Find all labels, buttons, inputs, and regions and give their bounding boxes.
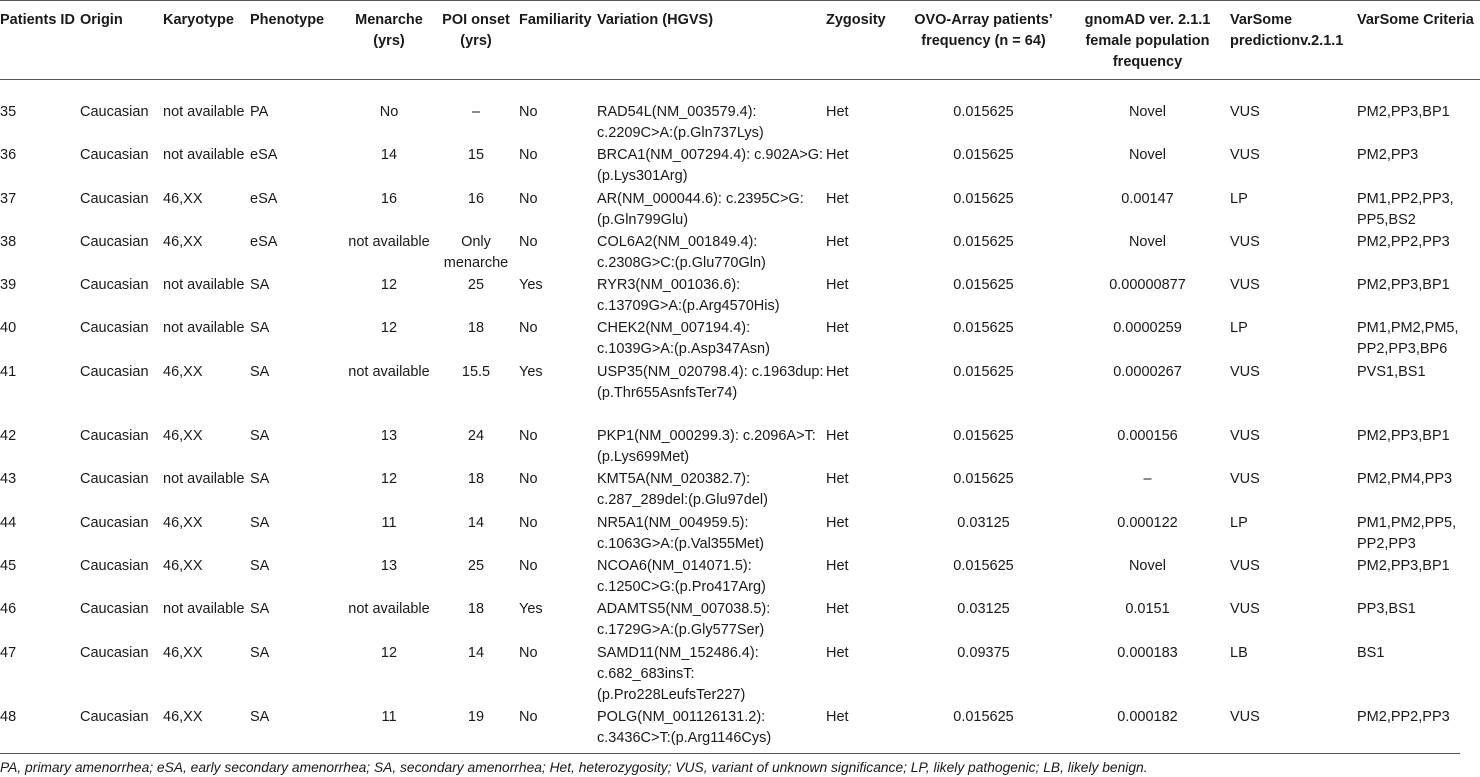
- cell-ovo-frequency: 0.015625: [953, 190, 1014, 207]
- cell-ovo-frequency: 0.015625: [953, 709, 1014, 726]
- cell-ovo-frequency: 0.03125: [957, 514, 1010, 531]
- cell-gnomad-frequency: 0.000156: [1117, 428, 1178, 445]
- cell-poi-onset: 18: [467, 320, 485, 337]
- cell-variation: PKP1(NM_000299.3): c.2096A>T:(p.Lys699Met): [597, 428, 816, 466]
- cell-zygosity: Het: [826, 514, 849, 531]
- cell-gnomad-frequency: –: [1143, 471, 1152, 488]
- cell-menarche: not available: [348, 233, 430, 250]
- cell-varsome-criteria: PM1,PM2,PM5, PP2,PP3,BP6: [1357, 320, 1459, 358]
- cell-varsome-prediction: VUS: [1230, 558, 1260, 575]
- cell-variation: AR(NM_000044.6): c.2395C>G:(p.Gln799Glu): [597, 190, 804, 228]
- cell-ovo-frequency: 0.015625: [953, 320, 1014, 337]
- table-row: [0, 80, 1480, 145]
- cell-origin: Caucasian: [80, 363, 149, 380]
- cell-varsome-prediction: LB: [1230, 644, 1248, 661]
- cell-gnomad-frequency: 0.00000877: [1109, 277, 1186, 294]
- table-row: [0, 317, 1480, 360]
- cell-varsome-criteria: PM2,PP3,BP1: [1357, 277, 1450, 294]
- cell-varsome-criteria: PM1,PM2,PP5, PP2,PP3: [1357, 514, 1457, 552]
- cell-menarche: 12: [380, 277, 398, 294]
- cell-zygosity: Het: [826, 320, 849, 337]
- cell-karyotype: not available: [163, 601, 245, 618]
- cell-ovo-frequency: 0.015625: [953, 277, 1014, 294]
- cell-variation: KMT5A(NM_020382.7): c.287_289del:(p.Glu97del): [597, 471, 768, 509]
- cell-origin: Caucasian: [80, 277, 149, 294]
- cell-gnomad-frequency: 0.000122: [1117, 514, 1178, 531]
- cell-patient-id: 35: [0, 104, 17, 120]
- cell-zygosity: Het: [826, 709, 849, 726]
- header-variation: Variation (HGVS): [597, 1, 826, 80]
- cell-varsome-prediction: VUS: [1230, 233, 1260, 250]
- cell-origin: Caucasian: [80, 233, 149, 250]
- cell-gnomad-frequency: 0.000183: [1117, 644, 1178, 661]
- cell-zygosity: Het: [826, 233, 849, 250]
- cell-phenotype: eSA: [250, 147, 278, 164]
- cell-ovo-frequency: 0.015625: [953, 428, 1014, 445]
- cell-karyotype: 46,XX: [163, 190, 203, 207]
- cell-zygosity: Het: [826, 147, 849, 164]
- cell-varsome-prediction: VUS: [1230, 709, 1260, 726]
- header-zygosity: Zygosity: [826, 1, 902, 80]
- table-row: [0, 468, 1480, 511]
- cell-menarche: 12: [380, 471, 398, 488]
- cell-variation: POLG(NM_001126131.2): c.3436C>T:(p.Arg1146Cys): [597, 709, 772, 747]
- table-row: [0, 642, 1480, 706]
- header-poi-onset: POI onset (yrs): [433, 1, 519, 80]
- table-row: [0, 512, 1480, 555]
- cell-familiarity: No: [519, 471, 538, 488]
- cell-variation: ADAMTS5(NM_007038.5): c.1729G>A:(p.Gly577Ser): [597, 601, 771, 639]
- cell-varsome-prediction: VUS: [1230, 147, 1260, 164]
- cell-varsome-criteria: PM2,PP2,PP3: [1357, 709, 1450, 726]
- cell-poi-onset: 24: [467, 428, 485, 445]
- cell-patient-id: 42: [0, 428, 17, 445]
- cell-origin: Caucasian: [80, 514, 149, 531]
- cell-gnomad-frequency: 0.000182: [1117, 709, 1178, 726]
- cell-familiarity: No: [519, 709, 538, 726]
- cell-varsome-prediction: LP: [1230, 320, 1248, 337]
- cell-karyotype: 46,XX: [163, 363, 203, 380]
- header-varsome-prediction: VarSome predictionv.2.1.1: [1230, 1, 1357, 80]
- cell-phenotype: SA: [250, 320, 270, 337]
- header-ovo-frequency: OVO-Array patients’ frequency (n = 64): [902, 1, 1065, 80]
- cell-varsome-criteria: PP3,BS1: [1357, 601, 1416, 618]
- cell-variation: CHEK2(NM_007194.4): c.1039G>A:(p.Asp347Asn): [597, 320, 770, 358]
- cell-karyotype: 46,XX: [163, 514, 203, 531]
- cell-patient-id: 39: [0, 277, 17, 294]
- cell-patient-id: 37: [0, 190, 17, 207]
- cell-origin: Caucasian: [80, 471, 149, 488]
- cell-zygosity: Het: [826, 601, 849, 618]
- cell-menarche: 11: [381, 709, 397, 726]
- cell-ovo-frequency: 0.015625: [953, 471, 1014, 488]
- table-row: [0, 425, 1480, 468]
- cell-variation: RAD54L(NM_003579.4): c.2209C>A:(p.Gln737Lys): [597, 104, 764, 141]
- cell-menarche: 11: [381, 514, 397, 531]
- cell-menarche: 12: [380, 644, 398, 661]
- cell-patient-id: 36: [0, 147, 17, 164]
- cell-zygosity: Het: [826, 277, 849, 294]
- cell-poi-onset: 14: [467, 644, 485, 661]
- cell-zygosity: Het: [826, 471, 849, 488]
- cell-karyotype: not available: [163, 471, 245, 488]
- cell-familiarity: Yes: [519, 363, 543, 380]
- cell-poi-onset: 25: [467, 277, 485, 294]
- cell-ovo-frequency: 0.015625: [953, 147, 1014, 164]
- cell-varsome-criteria: PM2,PP3: [1357, 147, 1419, 164]
- cell-familiarity: No: [519, 190, 538, 207]
- cell-patient-id: 44: [0, 514, 17, 531]
- cell-ovo-frequency: 0.015625: [953, 233, 1014, 250]
- cell-ovo-frequency: 0.015625: [953, 104, 1014, 120]
- cell-zygosity: Het: [826, 428, 849, 445]
- cell-variation: NCOA6(NM_014071.5): c.1250C>G:(p.Pro417Arg): [597, 558, 766, 596]
- cell-origin: Caucasian: [80, 147, 149, 164]
- cell-zygosity: Het: [826, 104, 849, 120]
- cell-phenotype: eSA: [250, 233, 278, 250]
- cell-patient-id: 45: [0, 558, 17, 575]
- cell-variation: NR5A1(NM_004959.5): c.1063G>A:(p.Val355Met): [597, 514, 764, 552]
- cell-zygosity: Het: [826, 363, 849, 380]
- header-phenotype: Phenotype: [250, 1, 345, 80]
- cell-origin: Caucasian: [80, 644, 149, 661]
- header-varsome-criteria: VarSome Criteria: [1357, 1, 1480, 80]
- table-row: [0, 188, 1480, 231]
- cell-menarche: not available: [348, 363, 430, 380]
- cell-familiarity: No: [519, 147, 538, 164]
- table-row: [0, 361, 1480, 425]
- cell-patient-id: 40: [0, 320, 17, 337]
- cell-karyotype: 46,XX: [163, 709, 203, 726]
- table-row: [0, 555, 1480, 598]
- cell-varsome-criteria: PM2,PP3,BP1: [1357, 558, 1450, 575]
- cell-gnomad-frequency: 0.00147: [1121, 190, 1174, 207]
- cell-ovo-frequency: 0.015625: [953, 363, 1014, 380]
- cell-varsome-criteria: PVS1,BS1: [1357, 363, 1426, 380]
- cell-origin: Caucasian: [80, 709, 149, 726]
- cell-menarche: 16: [380, 190, 398, 207]
- cell-varsome-criteria: PM2,PP2,PP3: [1357, 233, 1450, 250]
- cell-zygosity: Het: [826, 644, 849, 661]
- cell-phenotype: eSA: [250, 190, 278, 207]
- cell-poi-onset: 15.5: [461, 363, 491, 380]
- cell-menarche: 12: [380, 320, 398, 337]
- cell-variation: RYR3(NM_001036.6): c.13709G>A:(p.Arg4570His): [597, 277, 780, 315]
- table-row: [0, 598, 1480, 641]
- table-header: [0, 1, 1480, 80]
- cell-phenotype: SA: [250, 277, 270, 294]
- cell-familiarity: No: [519, 104, 538, 120]
- cell-karyotype: 46,XX: [163, 233, 203, 250]
- cell-familiarity: No: [519, 320, 538, 337]
- cell-phenotype: SA: [250, 601, 270, 618]
- cell-origin: Caucasian: [80, 104, 149, 120]
- cell-varsome-prediction: VUS: [1230, 601, 1260, 618]
- header-patients-id: Patients ID: [0, 1, 80, 80]
- cell-variation: COL6A2(NM_001849.4): c.2308G>C:(p.Glu770Gln): [597, 233, 766, 271]
- cell-gnomad-frequency: Novel: [1128, 233, 1167, 250]
- table-row: [0, 706, 1480, 749]
- cell-patient-id: 47: [0, 644, 17, 661]
- cell-ovo-frequency: 0.03125: [957, 601, 1010, 618]
- cell-varsome-prediction: VUS: [1230, 277, 1260, 294]
- cell-menarche: not available: [348, 601, 430, 618]
- cell-phenotype: SA: [250, 514, 270, 531]
- cell-variation: SAMD11(NM_152486.4): c.682_683insT: (p.Pro228LeufsTer227): [597, 644, 759, 703]
- cell-ovo-frequency: 0.09375: [957, 644, 1010, 661]
- cell-poi-onset: 14: [467, 514, 485, 531]
- cell-origin: Caucasian: [80, 320, 149, 337]
- cell-karyotype: not available: [163, 320, 245, 337]
- cell-varsome-criteria: PM2,PM4,PP3: [1357, 471, 1453, 488]
- cell-familiarity: Yes: [519, 277, 543, 294]
- cell-karyotype: 46,XX: [163, 644, 203, 661]
- cell-poi-onset: –: [471, 104, 481, 120]
- cell-gnomad-frequency: Novel: [1128, 104, 1167, 120]
- cell-gnomad-frequency: 0.0151: [1125, 601, 1170, 618]
- cell-phenotype: SA: [250, 428, 270, 445]
- cell-patient-id: 48: [0, 709, 17, 726]
- cell-ovo-frequency: 0.015625: [953, 558, 1014, 575]
- cell-poi-onset: 16: [467, 190, 485, 207]
- cell-varsome-prediction: VUS: [1230, 428, 1260, 445]
- cell-origin: Caucasian: [80, 190, 149, 207]
- header-gnomad-frequency: gnomAD ver. 2.1.1 female population frequency: [1065, 1, 1230, 80]
- cell-varsome-prediction: VUS: [1230, 104, 1260, 120]
- cell-gnomad-frequency: Novel: [1128, 558, 1167, 575]
- table-row: [0, 231, 1480, 274]
- header-familiarity: Familiarity: [519, 1, 597, 80]
- cell-varsome-prediction: VUS: [1230, 471, 1260, 488]
- cell-variation: BRCA1(NM_007294.4): c.902A>G:(p.Lys301Arg): [597, 147, 824, 185]
- cell-varsome-prediction: VUS: [1230, 363, 1260, 380]
- cell-phenotype: PA: [250, 104, 269, 120]
- cell-origin: Caucasian: [80, 601, 149, 618]
- cell-familiarity: No: [519, 644, 538, 661]
- cell-karyotype: not available: [163, 277, 245, 294]
- cell-karyotype: not available: [163, 104, 245, 120]
- cell-zygosity: Het: [826, 558, 849, 575]
- cell-gnomad-frequency: 0.0000267: [1113, 363, 1182, 380]
- table-row: [0, 144, 1480, 187]
- cell-familiarity: No: [519, 514, 538, 531]
- cell-familiarity: No: [519, 428, 538, 445]
- cell-poi-onset: Only menarche: [443, 233, 509, 271]
- table-footnote: PA, primary amenorrhea; eSA, early secondary amenorrhea; SA, secondary amenorrhea; Het, heterozygosity; VUS, variant of unknown significance; LP, likely pathogenic; LB, likely benign.: [0, 753, 1460, 777]
- cell-phenotype: SA: [250, 363, 270, 380]
- cell-gnomad-frequency: 0.0000259: [1113, 320, 1182, 337]
- cell-varsome-criteria: PM2,PP3,BP1: [1357, 104, 1450, 120]
- cell-origin: Caucasian: [80, 558, 149, 575]
- cell-karyotype: 46,XX: [163, 428, 203, 445]
- cell-gnomad-frequency: Novel: [1128, 147, 1167, 164]
- cell-menarche: 13: [380, 558, 398, 575]
- cell-karyotype: 46,XX: [163, 558, 203, 575]
- header-menarche: Menarche (yrs): [345, 1, 433, 80]
- cell-familiarity: No: [519, 558, 538, 575]
- cell-varsome-prediction: LP: [1230, 514, 1248, 531]
- table-body: [0, 80, 1480, 750]
- cell-varsome-criteria: PM2,PP3,BP1: [1357, 428, 1450, 445]
- cell-phenotype: SA: [250, 709, 270, 726]
- cell-phenotype: SA: [250, 558, 270, 575]
- cell-variation: USP35(NM_020798.4): c.1963dup: (p.Thr655AsnfsTer74): [597, 363, 824, 401]
- cell-menarche: 13: [380, 428, 398, 445]
- header-origin: Origin: [80, 1, 163, 80]
- cell-menarche: 14: [380, 147, 398, 164]
- cell-zygosity: Het: [826, 190, 849, 207]
- cell-phenotype: SA: [250, 644, 270, 661]
- cell-phenotype: SA: [250, 471, 270, 488]
- cell-varsome-criteria: BS1: [1357, 644, 1385, 661]
- table-row: [0, 274, 1480, 317]
- cell-poi-onset: 18: [467, 471, 485, 488]
- cell-poi-onset: 18: [467, 601, 485, 618]
- cell-familiarity: Yes: [519, 601, 543, 618]
- cell-menarche: No: [379, 104, 399, 120]
- cell-patient-id: 46: [0, 601, 17, 618]
- cell-karyotype: not available: [163, 147, 245, 164]
- cell-familiarity: No: [519, 233, 538, 250]
- cell-patient-id: 43: [0, 471, 17, 488]
- cell-origin: Caucasian: [80, 428, 149, 445]
- cell-poi-onset: 15: [467, 147, 485, 164]
- cell-varsome-prediction: LP: [1230, 190, 1248, 207]
- header-karyotype: Karyotype: [163, 1, 250, 80]
- cell-patient-id: 38: [0, 233, 17, 250]
- cell-poi-onset: 25: [467, 558, 485, 575]
- cell-patient-id: 41: [0, 363, 17, 380]
- cell-varsome-criteria: PM1,PP2,PP3, PP5,BS2: [1357, 190, 1454, 228]
- cell-poi-onset: 19: [467, 709, 485, 726]
